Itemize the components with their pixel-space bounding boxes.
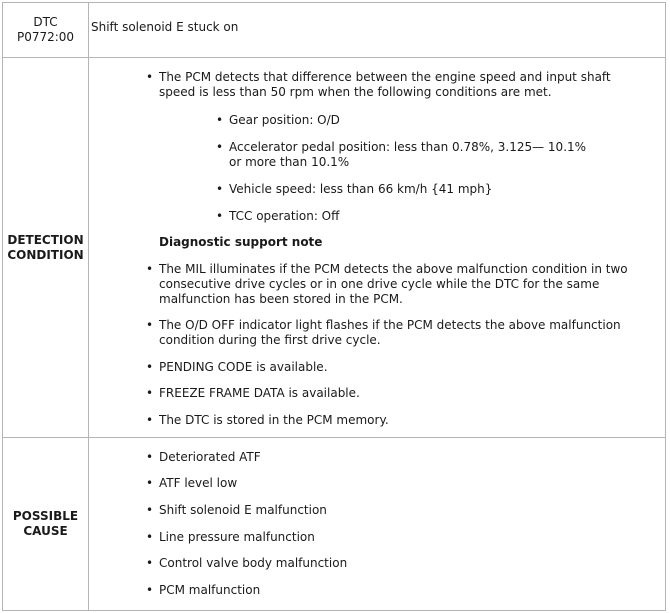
- detection-condition-label: DETECTION CONDITION: [7, 232, 84, 262]
- detection-main-item: • The PCM detects that difference between the engine speed and input shaft speed is less than 50 rpm when the following conditions are met.: [159, 70, 639, 100]
- possible-cause-content: [89, 438, 665, 610]
- detection-condition-content: [89, 58, 665, 437]
- possible-cause-label-cell: [3, 438, 89, 610]
- note-item: • The DTC is stored in the PCM memory.: [159, 413, 639, 428]
- cause-item: • Shift solenoid E malfunction: [159, 503, 639, 518]
- note-item: • The O/D OFF indicator light flashes if the PCM detects the above malfunction condition during the first drive cycle.: [159, 318, 639, 348]
- dtc-code-label: DTC P0772:00: [16, 15, 75, 44]
- dtc-label-cell: [3, 3, 89, 57]
- detection-condition-row: [3, 58, 665, 438]
- dtc-title-cell: [89, 3, 665, 57]
- dtc-table: [2, 2, 666, 611]
- detection-condition-label-cell: [3, 58, 89, 437]
- note-item: • The MIL illuminates if the PCM detects the above malfunction condition in two consecutive drive cycles or in one drive cycle while the DTC for the same malfunction has been stored in the PCM.: [159, 262, 639, 307]
- condition-item: • TCC operation: Off: [229, 209, 589, 224]
- cause-item: • Deteriorated ATF: [159, 450, 639, 465]
- note-item: • FREEZE FRAME DATA is available.: [159, 386, 639, 401]
- note-item: • PENDING CODE is available.: [159, 360, 639, 375]
- cause-item: • Control valve body malfunction: [159, 556, 639, 571]
- diagnostic-support-note-heading: Diagnostic support note: [159, 235, 323, 249]
- cause-item: • Line pressure malfunction: [159, 530, 639, 545]
- possible-cause-row: [3, 438, 665, 610]
- possible-cause-label: POSSIBLE CAUSE: [12, 509, 79, 538]
- condition-item: • Accelerator pedal position: less than 0.78%, 3.125— 10.1% or more than 10.1%: [229, 140, 589, 170]
- condition-item: • Gear position: O/D: [229, 113, 589, 128]
- condition-item: • Vehicle speed: less than 66 km/h {41 mph}: [229, 182, 589, 197]
- cause-item: • ATF level low: [159, 476, 639, 491]
- dtc-title: Shift solenoid E stuck on: [91, 20, 239, 34]
- dtc-row: [3, 3, 665, 58]
- cause-item: • PCM malfunction: [159, 583, 639, 598]
